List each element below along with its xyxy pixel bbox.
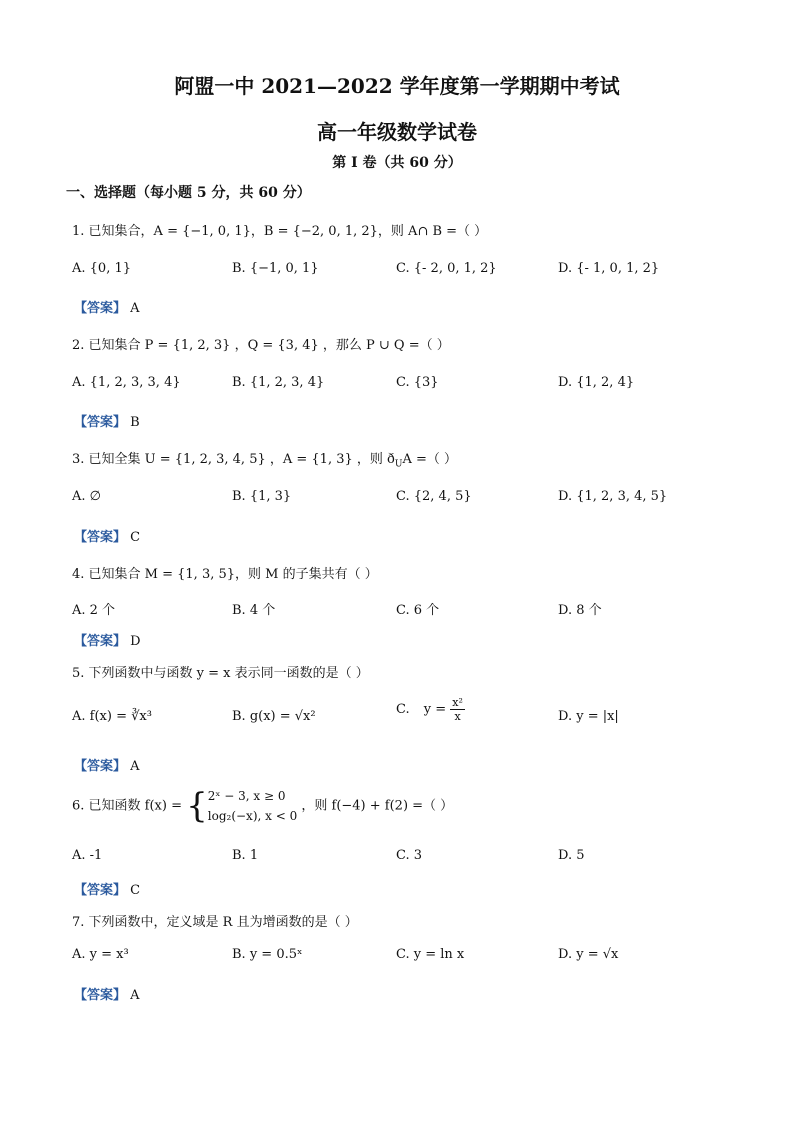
q1-option-d[interactable]: D. {- 1, 0, 1, 2} xyxy=(558,261,660,276)
q5-option-d[interactable]: D. y = |x| xyxy=(558,709,619,724)
answer-label: 【答案】 xyxy=(74,988,127,1003)
q7-answer-value: A xyxy=(130,988,140,1003)
q1-option-a[interactable]: A. {0, 1} xyxy=(72,261,132,276)
question-2-stem: 2. 已知集合 P = {1, 2, 3} ，Q = {3, 4} ，那么 P ∪ Q =（ ） xyxy=(72,338,450,353)
piecewise-case-2: log₂(−x), x < 0 xyxy=(207,809,298,823)
q7-option-a[interactable]: A. y = x³ xyxy=(72,947,129,962)
answer-label: 【答案】 xyxy=(74,883,127,898)
q3-stem-text: 3. 已知全集 U = {1, 2, 3, 4, 5} ，A = {1, 3} ，则 ð xyxy=(72,452,395,467)
q6-option-c[interactable]: C. 3 xyxy=(396,848,423,863)
q4-option-a[interactable]: A. 2 个 xyxy=(72,603,116,618)
q2-answer-value: B xyxy=(130,415,140,430)
q4-option-b[interactable]: B. 4 个 xyxy=(232,603,276,618)
q5-option-c-fraction xyxy=(450,696,465,723)
q6-answer-value: C xyxy=(130,883,141,898)
q7-answer xyxy=(74,984,140,1003)
q1-option-c[interactable]: C. {- 2, 0, 1, 2} xyxy=(396,261,497,276)
piecewise-case-1: 2ˣ − 3, x ≥ 0 xyxy=(207,789,286,803)
q1-answer-value: A xyxy=(130,301,140,316)
fraction-numerator: x² xyxy=(452,696,463,709)
q7-option-c[interactable]: C. y = ln x xyxy=(396,947,465,962)
q5-option-c[interactable] xyxy=(396,696,465,723)
question-7-stem: 7. 下列函数中，定义域是 R 且为增函数的是（ ） xyxy=(72,915,358,930)
answer-label: 【答案】 xyxy=(74,759,127,774)
q5-option-c-letter: C. xyxy=(396,702,410,717)
q6-option-d[interactable]: D. 5 xyxy=(558,848,585,863)
q6-option-b[interactable]: B. 1 xyxy=(232,848,259,863)
q1-stem-prefix: 1. 已知集合， xyxy=(72,224,154,239)
q6-answer xyxy=(74,879,140,898)
q2-option-a[interactable]: A. {1, 2, 3, 3, 4} xyxy=(72,375,181,390)
q2-option-c[interactable]: C. {3} xyxy=(396,375,439,390)
q1-stem-suffix: ，则 A∩ B =（ ） xyxy=(377,224,488,239)
q6-stem-prefix: 6. 已知函数 f(x) = xyxy=(72,798,182,814)
question-4-stem: 4. 已知集合 M = {1, 3, 5}，则 M 的子集共有（ ） xyxy=(72,567,378,582)
q5-option-a[interactable]: A. f(x) = ∛x³ xyxy=(72,709,152,724)
q1-set-b: B = {−2, 0, 1, 2} xyxy=(263,224,378,239)
q3-option-a[interactable]: A. ∅ xyxy=(72,489,101,504)
piecewise-brace: { xyxy=(186,786,208,826)
answer-label: 【答案】 xyxy=(74,634,127,649)
q6-stem-suffix: ，则 f(−4) + f(2) =（ ） xyxy=(301,798,454,814)
q2-option-b[interactable]: B. {1, 2, 3, 4} xyxy=(232,375,325,390)
q4-answer-value: D xyxy=(130,634,141,649)
q7-option-d[interactable]: D. y = √x xyxy=(558,947,619,962)
q3-option-b[interactable]: B. {1, 3} xyxy=(232,489,292,504)
q3-stem-end: A =（ ） xyxy=(402,452,457,467)
q1-set-a: A = {−1, 0, 1} xyxy=(153,224,251,239)
q3-answer xyxy=(74,526,140,545)
q1-separator: ， xyxy=(250,224,264,239)
q3-option-c[interactable]: C. {2, 4, 5} xyxy=(396,489,472,504)
q5-answer xyxy=(74,755,140,774)
q3-answer-value: C xyxy=(130,530,141,545)
q5-option-b[interactable]: B. g(x) = √x² xyxy=(232,709,316,724)
q3-complement-subscript: U xyxy=(394,459,403,470)
section-heading: 一、选择题（每小题 5 分，共 60 分） xyxy=(66,185,311,201)
q2-option-d[interactable]: D. {1, 2, 4} xyxy=(558,375,635,390)
question-6-stem xyxy=(72,786,453,826)
q4-option-d[interactable]: D. 8 个 xyxy=(558,603,602,618)
q5-answer-value: A xyxy=(130,759,140,774)
exam-title: 阿盟一中 2021—2022 学年度第一学期期中考试 xyxy=(174,74,620,98)
q1-option-b[interactable]: B. {−1, 0, 1} xyxy=(232,261,319,276)
fraction-denominator: x xyxy=(454,710,461,723)
answer-label: 【答案】 xyxy=(74,301,127,316)
exam-subtitle: 高一年级数学试卷 xyxy=(317,120,477,144)
q1-answer xyxy=(74,297,140,316)
question-1-stem xyxy=(72,220,487,239)
q4-option-c[interactable]: C. 6 个 xyxy=(396,603,440,618)
answer-label: 【答案】 xyxy=(74,415,127,430)
q3-option-d[interactable]: D. {1, 2, 3, 4, 5} xyxy=(558,489,668,504)
q6-option-a[interactable]: A. -1 xyxy=(72,848,103,863)
q2-answer xyxy=(74,411,140,430)
piecewise-cases xyxy=(208,786,297,826)
question-3-stem xyxy=(72,448,457,470)
question-5-stem: 5. 下列函数中与函数 y = x 表示同一函数的是（ ） xyxy=(72,666,369,681)
volume-label: 第 I 卷（共 60 分） xyxy=(332,155,462,171)
q5-option-c-lhs: y = xyxy=(423,702,447,717)
answer-label: 【答案】 xyxy=(74,530,127,545)
q4-answer xyxy=(74,630,141,649)
q7-option-b[interactable]: B. y = 0.5ˣ xyxy=(232,947,303,962)
